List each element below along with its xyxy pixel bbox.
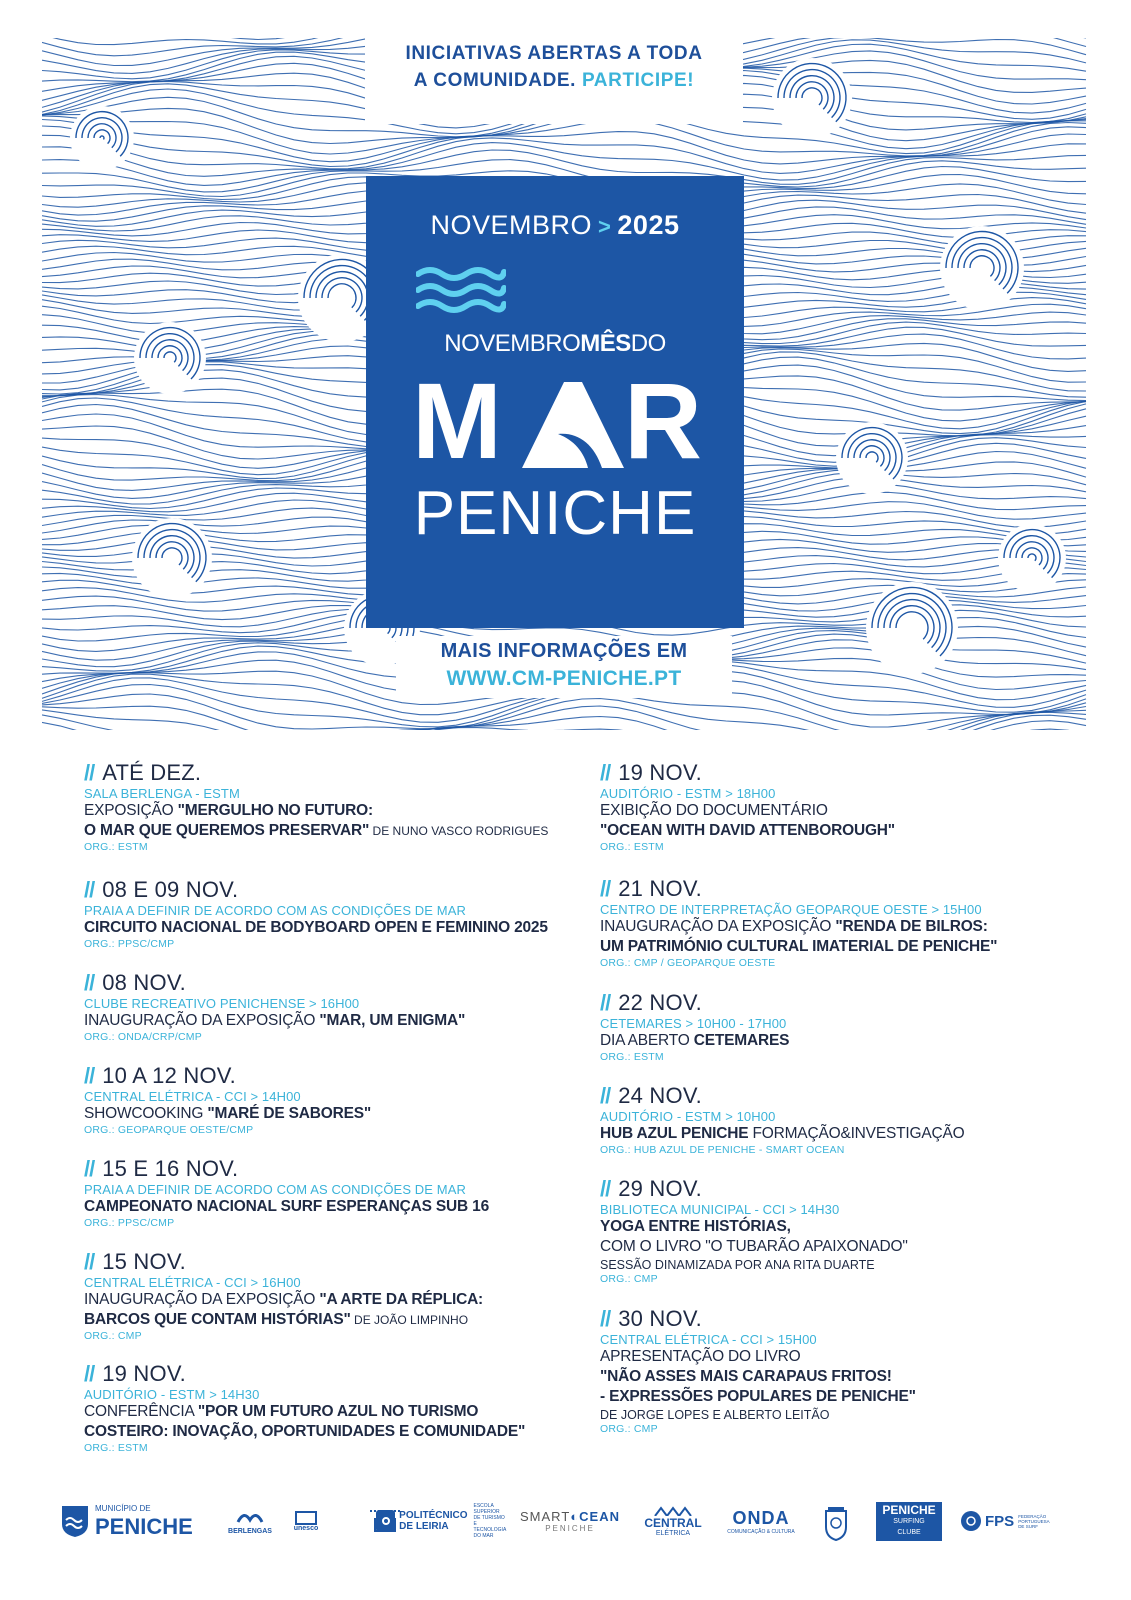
central-sub-label: ELÉTRICA: [655, 1529, 691, 1537]
event-date: 24 NOV.: [618, 1083, 702, 1108]
event-place: CENTRAL ELÉTRICA - CCI > 14H00: [84, 1089, 301, 1104]
slash-marker: //: [600, 876, 611, 901]
city-wordmark: PENICHE: [413, 479, 697, 548]
smart-ocean-sub-label: PENICHE: [545, 1524, 595, 1533]
municipio-small-label: MUNICÍPIO DE: [95, 1504, 151, 1513]
event-description: [600, 937, 1070, 957]
event-organizer: ORG.: ESTM: [84, 841, 148, 853]
municipio-big-label: PENICHE: [95, 1514, 193, 1539]
event-description: [84, 1011, 584, 1031]
event-place: SALA BERLENGA - ESTM: [84, 786, 240, 801]
logo-berlengas: [220, 1496, 280, 1546]
logo-municipio-peniche: [60, 1496, 210, 1546]
info-callout: [396, 636, 732, 698]
event-date: 15 NOV.: [102, 1249, 186, 1274]
event-date: 29 NOV.: [618, 1176, 702, 1201]
desc-bold: "RENDA DE BILROS:: [835, 918, 988, 935]
event-item: [600, 1306, 1070, 1436]
event-description: [600, 1217, 1070, 1237]
desc-text: FORMAÇÃO&INVESTIGAÇÃO: [748, 1125, 965, 1142]
events-column-right: [600, 760, 1070, 1436]
event-date: 21 NOV.: [618, 876, 702, 901]
event-item: [84, 760, 584, 877]
website-link[interactable]: WWW.CM-PENICHE.PT: [446, 667, 682, 690]
desc-bold: O MAR QUE QUEREMOS PRESERVAR": [84, 822, 370, 839]
event-place: CENTRAL ELÉTRICA - CCI > 15H00: [600, 1332, 817, 1347]
event-item: [84, 1249, 584, 1361]
callout-community: A COMUNIDADE.: [413, 70, 577, 91]
logo-onda: [726, 1496, 796, 1546]
event-item: [84, 1361, 584, 1455]
desc-text: SHOWCOOKING: [84, 1105, 208, 1122]
year-label: 2025: [617, 210, 680, 240]
desc-author: DE JOÃO LIMPINHO: [350, 1313, 469, 1327]
berlengas-wave-icon: [236, 1508, 264, 1528]
event-organizer: ORG.: PPSC/CMP: [84, 1217, 175, 1229]
event-description: [600, 821, 1070, 841]
event-place: BIBLIOTECA MUNICIPAL - CCI > 14H30: [600, 1202, 840, 1217]
waves-icon: [416, 266, 506, 316]
wordmark-m: M: [412, 360, 500, 481]
event-description: [600, 1031, 1070, 1051]
event-note: SESSÃO DINAMIZADA POR ANA RITA DUARTE: [600, 1258, 875, 1272]
event-organizer: ORG.: GEOPARQUE OESTE/CMP: [84, 1124, 254, 1136]
event-organizer: ORG.: CMP / GEOPARQUE OESTE: [600, 957, 776, 969]
slash-marker: //: [84, 1063, 95, 1088]
slash-marker: //: [600, 1083, 611, 1108]
event-date: ATÉ DEZ.: [102, 760, 202, 785]
event-date: 15 E 16 NOV.: [102, 1156, 239, 1181]
event-note: DE JORGE LOPES E ALBERTO LEITÃO: [600, 1408, 830, 1422]
fps-label: FPS: [985, 1512, 1015, 1530]
event-place: CETEMARES > 10H00 - 17H00: [600, 1016, 787, 1031]
event-description: [84, 1310, 584, 1330]
event-organizer: ORG.: ONDA/CRP/CMP: [84, 1031, 202, 1043]
politecnico-label: POLITÉCNICO: [399, 1510, 468, 1521]
desc-bold: CIRCUITO NACIONAL DE BODYBOARD OPEN E FEMININO 2025: [84, 919, 548, 936]
wave-a-glyph-icon: [518, 378, 628, 470]
slash-marker: //: [84, 1361, 95, 1386]
event-date: 30 NOV.: [618, 1306, 702, 1331]
desc-text: INAUGURAÇÃO DA EXPOSIÇÃO: [84, 1291, 320, 1308]
tag-do: DO: [630, 330, 666, 357]
slash-marker: //: [600, 1306, 611, 1331]
slash-marker: //: [84, 1156, 95, 1181]
event-description: APRESENTAÇÃO DO LIVRO: [600, 1348, 801, 1365]
event-item: [600, 990, 1070, 1083]
arrow-glyph: >: [598, 214, 612, 239]
wordmark-r: R: [624, 360, 700, 481]
event-date: 10 A 12 NOV.: [102, 1063, 236, 1088]
mar-wordmark: [366, 360, 744, 481]
event-date: 19 NOV.: [618, 760, 702, 785]
event-description: [600, 1367, 1070, 1387]
event-item: [84, 1063, 584, 1156]
desc-bold: COSTEIRO: INOVAÇÃO, OPORTUNIDADES E COMUNIDADE": [84, 1423, 526, 1440]
heraldic-crest-icon: [822, 1501, 850, 1541]
event-organizer: ORG.: CMP: [84, 1330, 142, 1342]
event-date: 08 E 09 NOV.: [102, 877, 239, 902]
desc-text: INAUGURAÇÃO DA EXPOSIÇÃO: [84, 1012, 320, 1029]
slash-marker: //: [600, 990, 611, 1015]
event-description: [84, 821, 584, 841]
desc-bold: "OCEAN WITH DAVID ATTENBOROUGH": [600, 822, 895, 839]
event-item: [600, 876, 1070, 990]
event-item: [84, 970, 584, 1063]
surf-club-label: PENICHE: [882, 1502, 936, 1517]
onda-label: ONDA: [732, 1507, 790, 1528]
central-label: CENTRAL: [644, 1515, 702, 1530]
unesco-label: unesco: [293, 1524, 319, 1532]
slash-marker: //: [84, 1249, 95, 1274]
desc-bold: HUB AZUL PENICHE: [600, 1125, 749, 1142]
onda-sub-label: COMUNICAÇÃO & CULTURA: [727, 1528, 795, 1535]
top-callout: [365, 38, 743, 124]
slash-marker: //: [600, 760, 611, 785]
desc-bold: UM PATRIMÓNIO CULTURAL IMATERIAL DE PENICHE": [600, 938, 998, 955]
desc-text: CONFERÊNCIA: [84, 1403, 198, 1420]
event-organizer: ORG.: CMP: [600, 1423, 658, 1435]
event-tagline: [366, 330, 744, 358]
desc-author: DE NUNO VASCO RODRIGUES: [369, 824, 549, 838]
estm-label: ESCOLA SUPERIOR DE TURISMO E TECNOLOGIA DO MAR: [473, 1503, 507, 1539]
politecnico-leiria-label: DE LEIRIA: [399, 1521, 449, 1532]
municipio-emblem-icon: [60, 1504, 90, 1538]
ocean-o-icon: ◐: [570, 1509, 580, 1524]
event-place: CLUBE RECREATIVO PENICHENSE > 16H00: [84, 996, 360, 1011]
event-item: [600, 1083, 1070, 1176]
event-item: [84, 1156, 584, 1249]
event-description: COM O LIVRO "O TUBARÃO APAIXONADO": [600, 1238, 908, 1255]
event-date: 08 NOV.: [102, 970, 186, 995]
callout-line-2: [365, 67, 743, 94]
event-place: AUDITÓRIO - ESTM > 10H00: [600, 1109, 776, 1124]
event-description: [84, 1104, 584, 1124]
logo-unesco-a: [286, 1496, 326, 1546]
desc-text: DIA ABERTO: [600, 1032, 694, 1049]
event-description: [600, 917, 1070, 937]
event-description: EXIBIÇÃO DO DOCUMENTÁRIO: [600, 802, 828, 819]
desc-bold: "NÃO ASSES MAIS CARAPAUS FRITOS!: [600, 1368, 892, 1385]
event-place: AUDITÓRIO - ESTM > 14H30: [84, 1387, 260, 1402]
desc-bold: BARCOS QUE CONTAM HISTÓRIAS": [84, 1311, 351, 1328]
event-organizer: ORG.: PPSC/CMP: [84, 938, 175, 950]
event-organizer: ORG.: ESTM: [600, 1051, 664, 1063]
event-description: [84, 1197, 584, 1217]
ocean-label: CEAN: [579, 1509, 620, 1524]
logo-crest: [816, 1496, 856, 1546]
event-place: PRAIA A DEFINIR DE ACORDO COM AS CONDIÇÕES DE MAR: [84, 903, 466, 918]
event-description: [84, 1290, 584, 1310]
month-year-heading: [366, 210, 744, 241]
logo-fps: [960, 1496, 1060, 1546]
desc-bold: "MERGULHO NO FUTURO:: [177, 802, 373, 819]
partner-logos-row: [60, 1496, 1060, 1546]
event-organizer: ORG.: ESTM: [84, 1442, 148, 1454]
central-chimney-icon: [653, 1506, 693, 1516]
desc-bold: "POR UM FUTURO AZUL NO TURISMO: [197, 1403, 479, 1420]
unesco-temple-icon: [295, 1511, 317, 1525]
smart-label: SMART: [520, 1509, 571, 1524]
event-description: [84, 918, 584, 938]
fps-globe-icon: [960, 1510, 982, 1532]
slash-marker: //: [84, 760, 95, 785]
events-column-left: [84, 760, 584, 1455]
logo-peniche-surfing-clube: [876, 1496, 942, 1546]
event-item: [600, 760, 1070, 876]
event-organizer: ORG.: CMP: [600, 1273, 658, 1285]
event-description: [84, 1402, 584, 1422]
event-place: AUDITÓRIO - ESTM > 18H00: [600, 786, 776, 801]
slash-marker: //: [84, 877, 95, 902]
slash-marker: //: [84, 970, 95, 995]
desc-bold: "MARÉ DE SABORES": [207, 1105, 372, 1122]
event-date: 19 NOV.: [102, 1361, 186, 1386]
event-item: [84, 877, 584, 970]
hero-banner: [42, 38, 1089, 730]
surf-club-sub-label: SURFING CLUBE: [893, 1517, 925, 1536]
event-description: [84, 1422, 584, 1442]
desc-bold: "A ARTE DA RÉPLICA:: [319, 1291, 484, 1308]
info-label: MAIS INFORMAÇÕES EM: [440, 640, 688, 662]
callout-line-1: INICIATIVAS ABERTAS A TODA: [405, 43, 703, 64]
event-item: [600, 1176, 1070, 1306]
event-place: CENTRAL ELÉTRICA - CCI > 16H00: [84, 1275, 301, 1290]
event-description: [600, 1387, 1070, 1407]
callout-participe: PARTICIPE!: [581, 70, 695, 91]
event-description: [600, 1124, 1070, 1144]
berlengas-label: BERLENGAS: [228, 1527, 272, 1535]
logo-central-eletrica: [638, 1496, 708, 1546]
fps-sub-label: FEDERAÇÃO PORTUGUESA DE SURF: [1018, 1513, 1050, 1529]
event-date: 22 NOV.: [618, 990, 702, 1015]
desc-bold: "MAR, UM ENIGMA": [319, 1012, 466, 1029]
logo-politecnico-leiria: [376, 1496, 506, 1546]
tag-mes: MÊS: [580, 330, 631, 357]
event-place: PRAIA A DEFINIR DE ACORDO COM AS CONDIÇÕES DE MAR: [84, 1182, 466, 1197]
tag-novembro: NOVEMBRO: [444, 330, 581, 357]
title-panel: [366, 176, 744, 628]
event-organizer: ORG.: ESTM: [600, 841, 664, 853]
logo-smart-ocean: [510, 1496, 630, 1546]
politecnico-emblem-icon: [376, 1510, 395, 1532]
event-description: [84, 801, 584, 821]
month-label: NOVEMBRO: [430, 210, 593, 240]
desc-bold: - EXPRESSÕES POPULARES DE PENICHE": [600, 1388, 916, 1405]
desc-bold: CAMPEONATO NACIONAL SURF ESPERANÇAS SUB 16: [84, 1198, 489, 1215]
desc-bold: CETEMARES: [693, 1032, 790, 1049]
desc-text: EXPOSIÇÃO: [84, 802, 178, 819]
desc-bold: YOGA ENTRE HISTÓRIAS,: [600, 1218, 791, 1235]
desc-text: INAUGURAÇÃO DA EXPOSIÇÃO: [600, 918, 836, 935]
slash-marker: //: [600, 1176, 611, 1201]
event-organizer: ORG.: HUB AZUL DE PENICHE - SMART OCEAN: [600, 1144, 845, 1156]
event-place: CENTRO DE INTERPRETAÇÃO GEOPARQUE OESTE > 15H00: [600, 902, 982, 917]
